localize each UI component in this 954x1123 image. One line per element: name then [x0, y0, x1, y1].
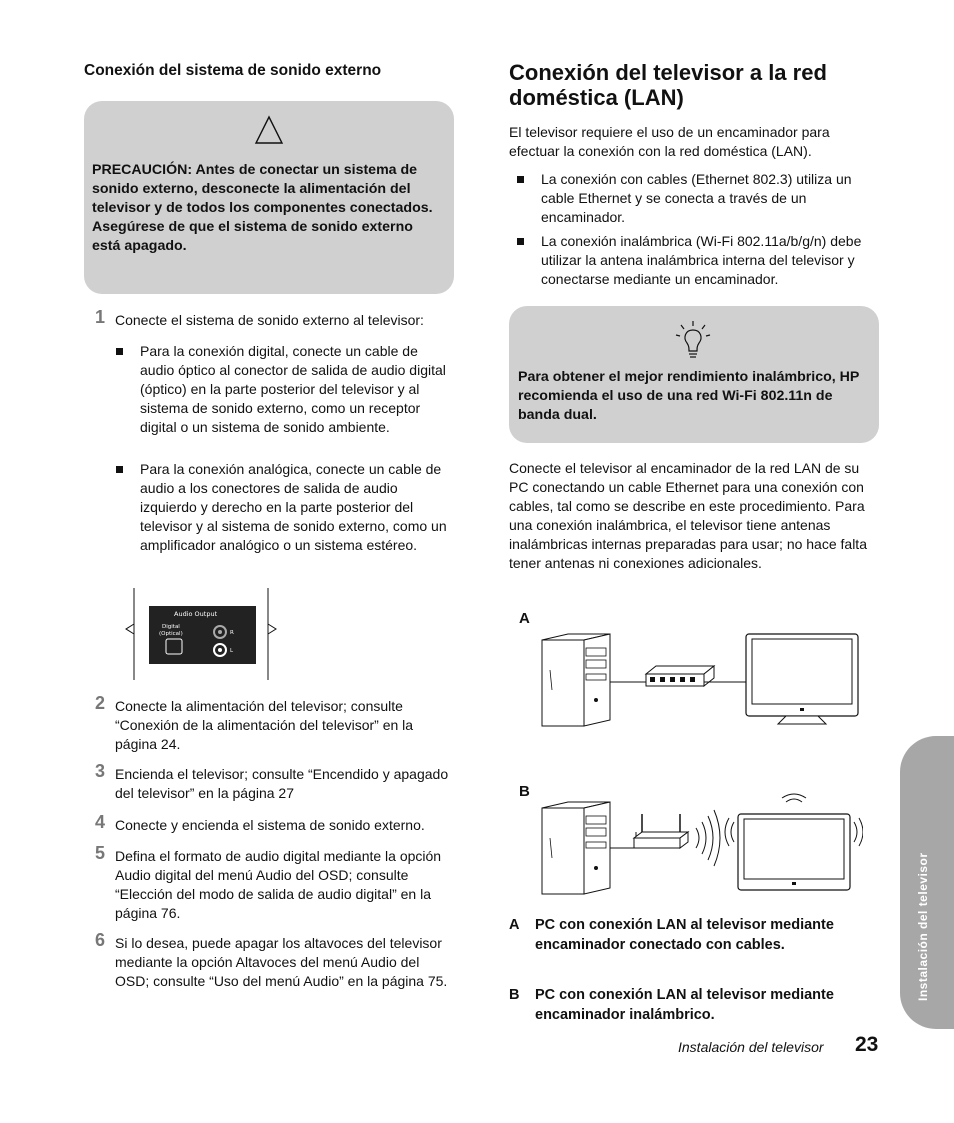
step-text: Si lo desea, puede apagar los altavoces del televisor mediante la opción Altavoces del menú Audio del OSD; consulte “Uso del menú Audio” en la página 75.	[115, 935, 448, 989]
bullet-text: Para la conexión analógica, conecte un cable de audio a los conectores de salida de audio izquierdo y derecho en la parte posterior del televisor y al sistema de sonido externo, como un amplificador analógico o un sistema estéreo.	[140, 461, 447, 553]
figure-b-label: B	[519, 783, 530, 800]
step-number: 6	[95, 930, 106, 950]
bullet-square	[116, 348, 123, 355]
bullet-text: Para la conexión digital, conecte un cable de audio óptico al conector de salida de audio digital (óptico) en la parte posterior del televisor y al sistema de sonido externo, como un receptor digital o un sistema de sonido ambiente.	[140, 343, 446, 435]
caption-a	[509, 915, 875, 955]
bullet-text: La conexión inalámbrica (Wi-Fi 802.11a/b/g/n) debe utilizar la antena inalámbrica interna del televisor y conectarse mediante un encaminador.	[541, 233, 862, 287]
bullet-square	[517, 176, 524, 183]
figure-a-label: A	[519, 610, 530, 627]
section-heading-sound: Conexión del sistema de sonido externo	[84, 62, 382, 79]
page-title: Conexión del televisor a la red doméstica (LAN)	[509, 60, 827, 110]
caption-b-text: PC con conexión LAN al televisor mediante encaminador inalámbrico.	[535, 987, 834, 1023]
intro-paragraph: El televisor requiere el uso de un encaminador para efectuar la conexión con la red doméstica (LAN).	[509, 124, 830, 159]
bullet-square	[517, 238, 524, 245]
step-number: 1	[95, 307, 106, 327]
step-text: Encienda el televisor; consulte “Encendido y apagado del televisor” en la página 27	[115, 766, 449, 801]
page-number: 23	[855, 1033, 879, 1056]
step-text: Conecte y encienda el sistema de sonido externo.	[115, 817, 425, 833]
step-number: 5	[95, 843, 106, 863]
panel-optical-label: (Optical)	[159, 631, 183, 637]
bullet-text: La conexión con cables (Ethernet 802.3) utiliza un cable Ethernet y se conecta a través de un encaminador.	[541, 171, 852, 225]
caution-text: PRECAUCIÓN: Antes de conectar un sistema de sonido externo, desconecte la alimentación del televisor y de todos los componentes conectados. Asegúrese de que el sistema de sonido externo está apagado.	[92, 162, 433, 254]
panel-digital-label: Digital	[162, 624, 180, 630]
lan-paragraph: Conecte el televisor al encaminador de la red LAN de su PC conectando un cable Ethernet para una conexión con cables, tal como se describe en este procedimiento. Para una conexión inalámbrica, el televisor tiene antenas inalámbricas internas preparadas para usar; no hace falta tener antenas ni conexiones adicionales.	[509, 460, 867, 571]
step-3	[95, 761, 455, 803]
caption-a-text: PC con conexión LAN al televisor mediante encaminador conectado con cables.	[535, 917, 834, 953]
warning-triangle-icon	[254, 115, 284, 145]
panel-r-label: R	[230, 630, 234, 636]
audio-output-panel-illustration	[124, 584, 284, 684]
lightbulb-icon	[675, 320, 711, 360]
step-5	[95, 843, 455, 923]
tip-box	[509, 306, 879, 443]
step-1	[95, 307, 455, 330]
step-text: Defina el formato de audio digital mediante la opción Audio digital del menú Audio del OSD; consulte “Elección del modo de salida de audio digital” en la página 76.	[115, 848, 442, 921]
panel-title: Audio Output	[174, 610, 218, 618]
panel-l-label: L	[230, 648, 234, 654]
step-number: 2	[95, 693, 106, 713]
caption-b	[509, 985, 875, 1025]
bullet-wireless	[541, 232, 881, 289]
step-4	[95, 812, 460, 835]
bullet-analog	[140, 460, 455, 555]
wired-connection-illustration	[538, 630, 863, 730]
caption-b-letter: B	[509, 987, 520, 1003]
caption-a-letter: A	[509, 917, 520, 933]
tip-text: Para obtener el mejor rendimiento inalámbrico, HP recomienda el uso de una red Wi-Fi 802.11n de banda dual.	[518, 369, 860, 423]
bullet-square	[116, 466, 123, 473]
bullet-digital	[140, 342, 455, 437]
step-number: 3	[95, 761, 106, 781]
step-text: Conecte el sistema de sonido externo al televisor:	[115, 312, 424, 328]
step-text: Conecte la alimentación del televisor; consulte “Conexión de la alimentación del televisor” en la página 24.	[115, 698, 414, 752]
step-6	[95, 930, 455, 991]
wireless-connection-illustration	[538, 792, 863, 897]
step-2	[95, 693, 455, 754]
footer-section-name: Instalación del televisor	[678, 1039, 824, 1055]
chapter-side-tab	[900, 736, 954, 1029]
caution-box	[84, 101, 454, 294]
bullet-wired	[541, 170, 881, 227]
chapter-side-tab-label: Instalación del televisor	[916, 852, 930, 1001]
step-number: 4	[95, 812, 106, 832]
